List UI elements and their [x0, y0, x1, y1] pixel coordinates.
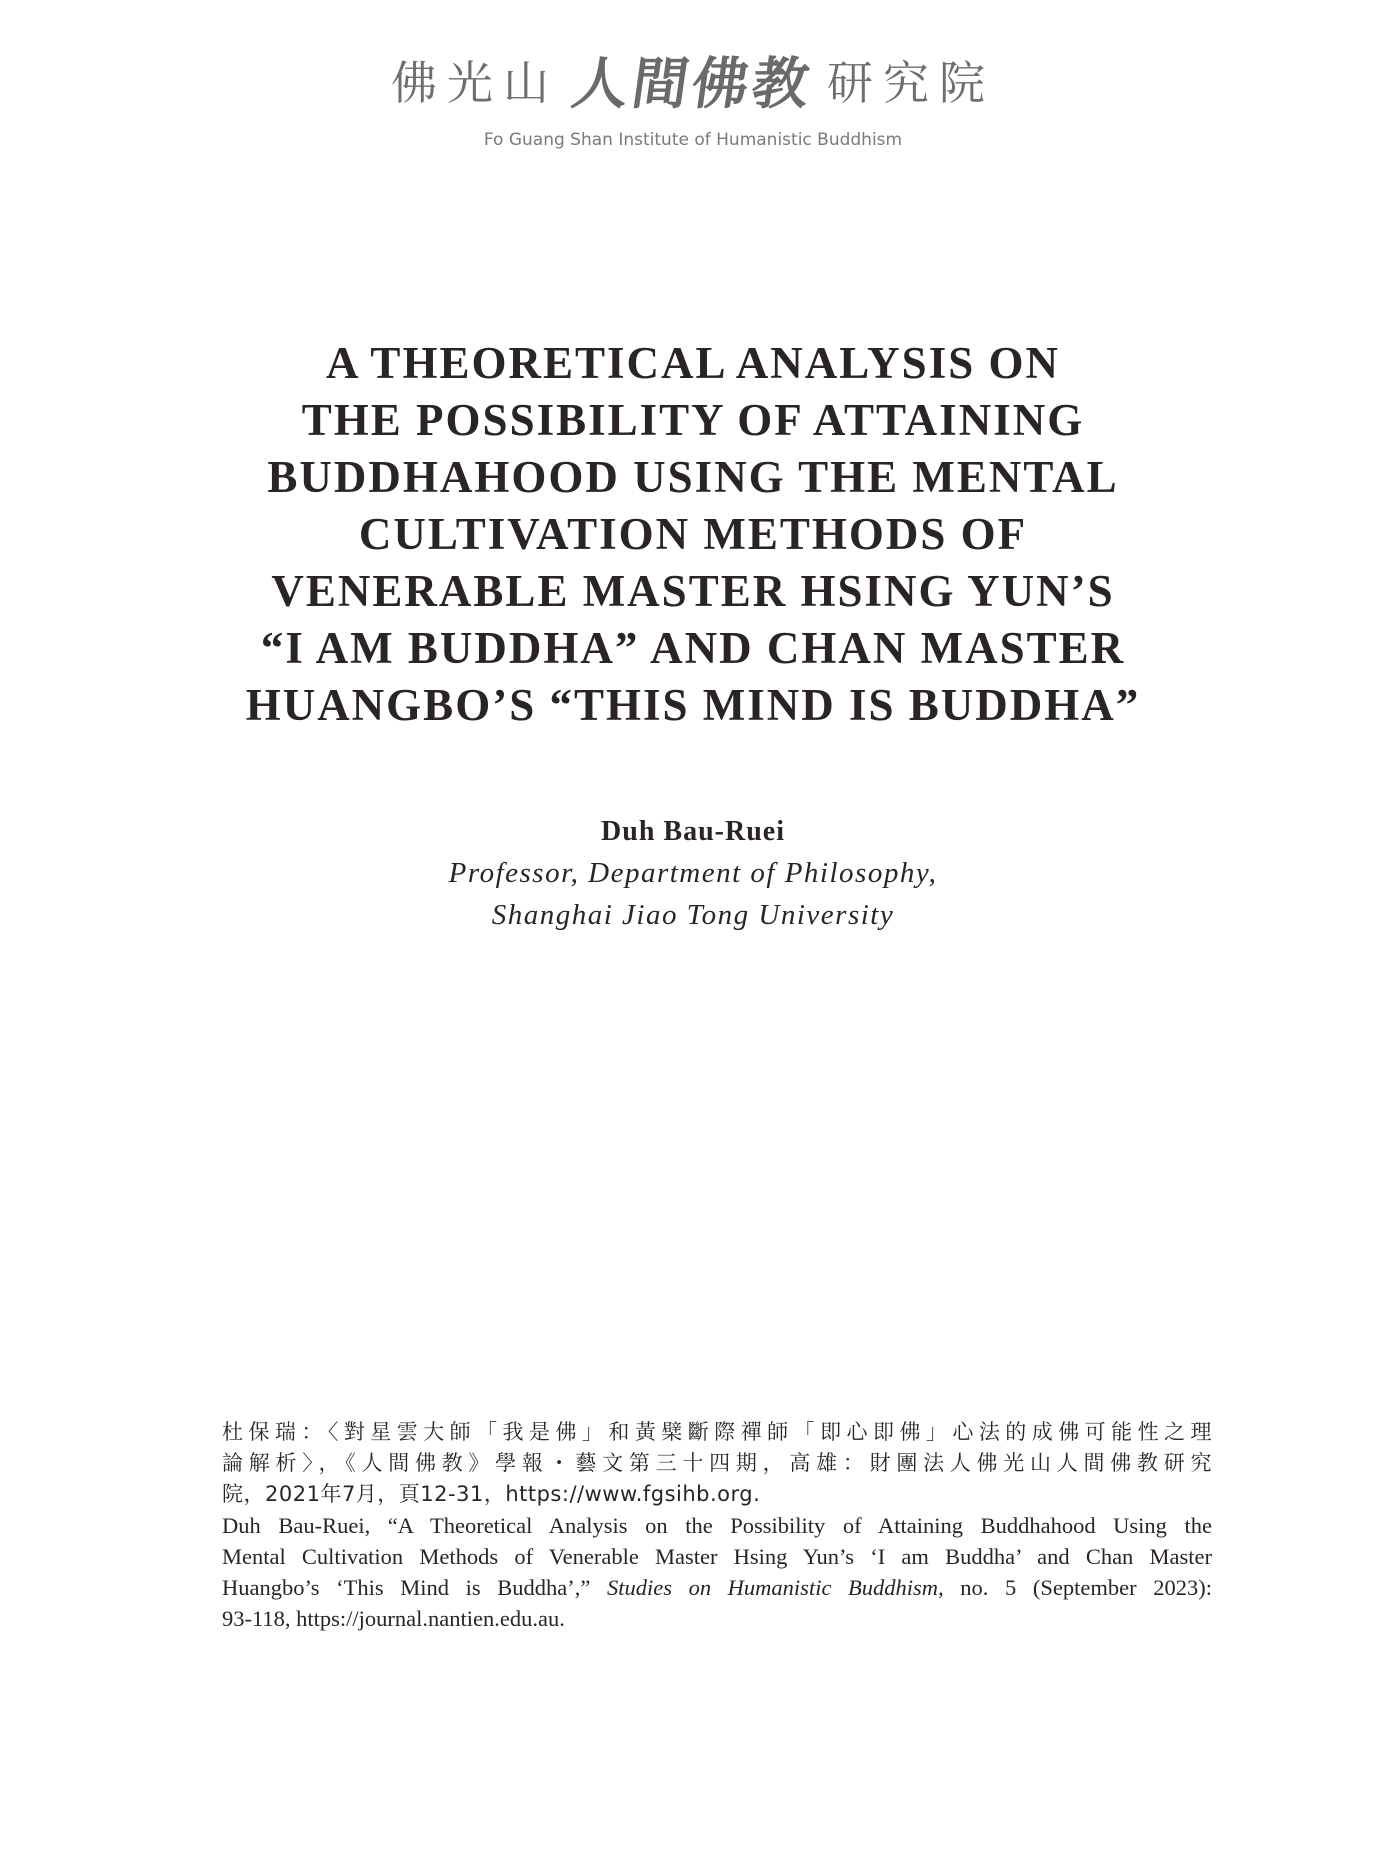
author-name: Duh Bau-Ruei: [601, 816, 785, 847]
citation-en-line: Mental Cultivation Methods of Venerable Master Hsing Yun’s ‘I am Buddha’ and Chan Master: [222, 1544, 1212, 1569]
citation-en-line: 93-118, https://journal.nantien.edu.au.: [222, 1606, 565, 1631]
title-line: THE POSSIBILITY OF ATTAINING: [301, 395, 1085, 445]
paper-title: [0, 335, 1386, 734]
logo-text-left: 佛光山: [391, 56, 559, 110]
logo-text-right: 研究院: [827, 56, 995, 110]
title-line: CULTIVATION METHODS OF: [358, 509, 1028, 559]
citation-en-line: Duh Bau-Ruei, “A Theoretical Analysis on the Possibility of Attaining Buddhahood Using the: [222, 1513, 1212, 1538]
author-affiliation: Shanghai Jiao Tong University: [491, 899, 895, 931]
title-line: HUANGBO’S “THIS MIND IS BUDDHA”: [245, 680, 1141, 730]
title-line: BUDDHAHOOD USING THE MENTAL: [267, 452, 1119, 502]
citation-en-text: , no. 5 (September 2023):: [938, 1575, 1212, 1600]
author-affiliation: Professor, Department of Philosophy,: [448, 857, 938, 889]
title-line: “I AM BUDDHA” AND CHAN MASTER: [260, 623, 1126, 673]
citation-zh-line: 院，2021年7月，頁12-31，https://www.fgsihb.org.: [222, 1482, 761, 1506]
author-block: [0, 812, 1386, 936]
citation-zh-line: 杜保瑞：〈對星雲大師「我是佛」和黃檗斷際禪師「即心即佛」心法的成佛可能性之理: [222, 1420, 1212, 1444]
logo-calligraphy: 人間佛教: [567, 51, 818, 117]
citation-en-text: Huangbo’s ‘This Mind is Buddha’,”: [222, 1575, 591, 1600]
title-line: VENERABLE MASTER HSING YUN’S: [271, 566, 1115, 616]
title-line: A THEORETICAL ANALYSIS ON: [325, 338, 1060, 388]
institute-header: [0, 40, 1386, 150]
journal-name: Studies on Humanistic Buddhism: [606, 1575, 939, 1600]
citation-block: [222, 1417, 1212, 1634]
institute-subtitle: Fo Guang Shan Institute of Humanistic Buddhism: [483, 130, 903, 150]
institute-logo: [0, 40, 1386, 120]
citation-zh-line: 論解析〉，《人間佛教》學報・藝文第三十四期，高雄：財團法人佛光山人間佛教研究: [222, 1451, 1212, 1475]
citation-en-line: [222, 1572, 1212, 1603]
